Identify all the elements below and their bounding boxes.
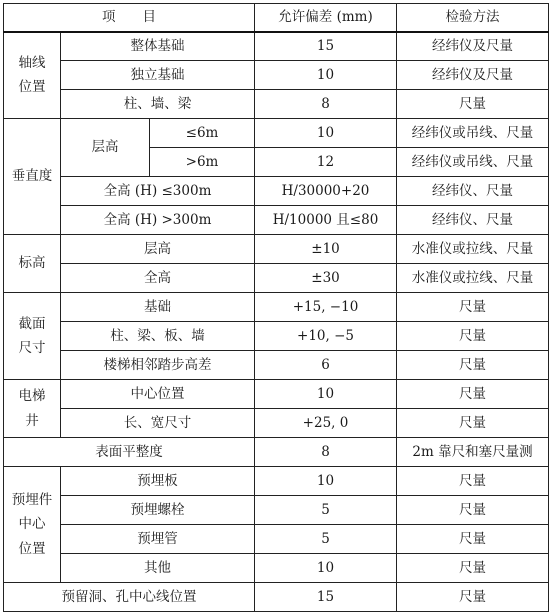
table-row bbox=[4, 90, 549, 119]
table-row bbox=[4, 351, 549, 380]
row-method: 经纬仪、尺量 bbox=[397, 177, 549, 206]
table-row bbox=[4, 438, 549, 467]
row-tolerance: 6 bbox=[255, 351, 397, 380]
group-embedded: 预埋件 中心 位置 bbox=[4, 467, 61, 583]
row-item: 全高 (H) >300m bbox=[61, 206, 255, 235]
row-item: ≤6m bbox=[150, 119, 255, 148]
row-tolerance: 10 bbox=[255, 61, 397, 90]
row-method: 尺量 bbox=[397, 409, 549, 438]
row-method: 经纬仪及尺量 bbox=[397, 61, 549, 90]
row-item: 中心位置 bbox=[61, 380, 255, 409]
row-tolerance: 10 bbox=[255, 554, 397, 583]
row-item: 全高 (H) ≤300m bbox=[61, 177, 255, 206]
row-tolerance: +25, 0 bbox=[255, 409, 397, 438]
row-item: 预留洞、孔中心线位置 bbox=[4, 583, 255, 612]
row-method: 尺量 bbox=[397, 351, 549, 380]
row-method: 水准仪或拉线、尺量 bbox=[397, 235, 549, 264]
row-tolerance: H/10000 且≤80 bbox=[255, 206, 397, 235]
header-method: 检验方法 bbox=[397, 4, 549, 32]
row-method: 尺量 bbox=[397, 380, 549, 409]
table-row bbox=[4, 409, 549, 438]
group-elevator: 电梯 井 bbox=[4, 380, 61, 438]
header-tolerance: 允许偏差 (mm) bbox=[255, 4, 397, 32]
header-row bbox=[4, 4, 549, 32]
row-method: 2m 靠尺和塞尺量测 bbox=[397, 438, 549, 467]
row-method: 经纬仪或吊线、尺量 bbox=[397, 119, 549, 148]
table-row bbox=[4, 206, 549, 235]
group-elevation: 标高 bbox=[4, 235, 61, 293]
row-item: 长、宽尺寸 bbox=[61, 409, 255, 438]
row-item: 全高 bbox=[61, 264, 255, 293]
row-tolerance: 5 bbox=[255, 525, 397, 554]
row-method: 尺量 bbox=[397, 525, 549, 554]
table-row bbox=[4, 496, 549, 525]
row-method: 水准仪或拉线、尺量 bbox=[397, 264, 549, 293]
row-method: 尺量 bbox=[397, 322, 549, 351]
table-row bbox=[4, 61, 549, 90]
row-tolerance: 15 bbox=[255, 583, 397, 612]
row-tolerance: +15, −10 bbox=[255, 293, 397, 322]
row-item: 预埋板 bbox=[61, 467, 255, 496]
row-method: 尺量 bbox=[397, 496, 549, 525]
table-row bbox=[4, 322, 549, 351]
row-tolerance: H/30000+20 bbox=[255, 177, 397, 206]
row-tolerance: +10, −5 bbox=[255, 322, 397, 351]
row-tolerance: 8 bbox=[255, 438, 397, 467]
row-item: 层高 bbox=[61, 235, 255, 264]
tolerance-table bbox=[3, 3, 549, 612]
group-floor-height: 层高 bbox=[61, 119, 150, 177]
row-item: 其他 bbox=[61, 554, 255, 583]
row-method: 尺量 bbox=[397, 293, 549, 322]
row-item: 预埋螺栓 bbox=[61, 496, 255, 525]
row-method: 尺量 bbox=[397, 467, 549, 496]
group-axis: 轴线 位置 bbox=[4, 32, 61, 119]
row-item: 柱、梁、板、墙 bbox=[61, 322, 255, 351]
row-method: 经纬仪及尺量 bbox=[397, 32, 549, 61]
row-item: 表面平整度 bbox=[4, 438, 255, 467]
table-row bbox=[4, 380, 549, 409]
row-item: 柱、墙、梁 bbox=[61, 90, 255, 119]
row-method: 尺量 bbox=[397, 90, 549, 119]
table-row bbox=[4, 583, 549, 612]
row-tolerance: 12 bbox=[255, 148, 397, 177]
row-method: 尺量 bbox=[397, 583, 549, 612]
row-tolerance: 10 bbox=[255, 380, 397, 409]
group-section: 截面 尺寸 bbox=[4, 293, 61, 380]
row-tolerance: 8 bbox=[255, 90, 397, 119]
row-item: 独立基础 bbox=[61, 61, 255, 90]
row-item: 预埋管 bbox=[61, 525, 255, 554]
row-method: 经纬仪、尺量 bbox=[397, 206, 549, 235]
row-tolerance: ±30 bbox=[255, 264, 397, 293]
table-row bbox=[4, 467, 549, 496]
table-row bbox=[4, 525, 549, 554]
group-vertical: 垂直度 bbox=[4, 119, 61, 235]
row-method: 经纬仪或吊线、尺量 bbox=[397, 148, 549, 177]
row-tolerance: 10 bbox=[255, 467, 397, 496]
table-row bbox=[4, 177, 549, 206]
row-tolerance: 5 bbox=[255, 496, 397, 525]
row-item: 整体基础 bbox=[61, 32, 255, 61]
row-tolerance: ±10 bbox=[255, 235, 397, 264]
table-row bbox=[4, 235, 549, 264]
row-tolerance: 10 bbox=[255, 119, 397, 148]
row-item: 楼梯相邻踏步高差 bbox=[61, 351, 255, 380]
row-method: 尺量 bbox=[397, 554, 549, 583]
table-row bbox=[4, 264, 549, 293]
row-item: 基础 bbox=[61, 293, 255, 322]
table-row bbox=[4, 293, 549, 322]
table-row bbox=[4, 119, 549, 148]
row-tolerance: 15 bbox=[255, 32, 397, 61]
row-item: >6m bbox=[150, 148, 255, 177]
header-item: 项 目 bbox=[4, 4, 255, 32]
table-row bbox=[4, 32, 549, 61]
table-row bbox=[4, 554, 549, 583]
